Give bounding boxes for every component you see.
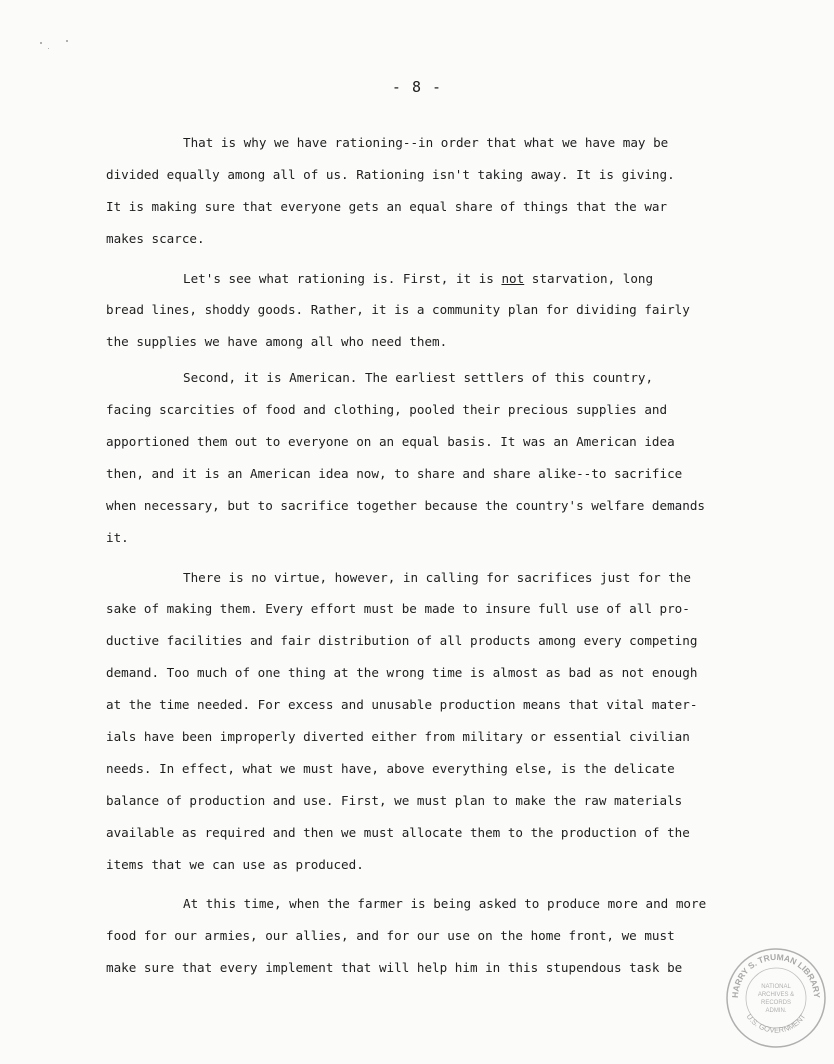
text-line: available as required and then we must allocate them to the production of the xyxy=(106,824,690,840)
text-line: divided equally among all of us. Rationing isn't taking away. It is giving. xyxy=(106,166,675,182)
text-line: ials have been improperly diverted either from military or essential civilian xyxy=(106,729,690,745)
archive-stamp xyxy=(724,946,828,1050)
text-line: makes scarce. xyxy=(106,230,205,246)
paper-speck xyxy=(40,42,42,44)
stamp-inner-text: ADMIN. xyxy=(765,1008,787,1014)
text-line: sake of making them. Every effort must be made to insure full use of all pro- xyxy=(106,601,690,617)
text-fragment: starvation, long xyxy=(524,270,654,286)
text-line: at the time needed. For excess and unusable production means that vital mater- xyxy=(106,697,698,713)
text-line: ductive facilities and fair distribution of all products among every competing xyxy=(106,633,698,649)
paragraph xyxy=(106,562,746,881)
text-line: food for our armies, our allies, and for our use on the home front, we must xyxy=(106,928,675,944)
text-line: balance of production and use. First, we must plan to make the raw materials xyxy=(106,792,683,808)
stamp-inner-text: NATIONAL xyxy=(761,984,791,990)
text-line: when necessary, but to sacrifice together because the country's welfare demands xyxy=(106,497,705,513)
text-line: demand. Too much of one thing at the wrong time is almost as bad as not enough xyxy=(106,665,698,681)
text-line: apportioned them out to everyone on an equal basis. It was an American idea xyxy=(106,434,675,450)
text-line: needs. In effect, what we must have, above everything else, is the delicate xyxy=(106,760,675,776)
text-fragment: Let's see what rationing is. First, it is xyxy=(183,270,502,286)
text-line: then, and it is an American idea now, to share and share alike--to sacrifice xyxy=(106,465,683,481)
text-line: Second, it is American. The earliest settlers of this country, xyxy=(183,370,654,386)
paragraph xyxy=(106,362,746,553)
text-line xyxy=(106,263,746,295)
text-line: facing scarcities of food and clothing, pooled their precious supplies and xyxy=(106,402,668,418)
text-line: There is no virtue, however, in calling for sacrifices just for the xyxy=(183,569,691,585)
text-line: the supplies we have among all who need them. xyxy=(106,334,448,350)
paragraph xyxy=(106,127,746,255)
stamp-outer-text: HARRY S. TRUMAN LIBRARY xyxy=(729,951,823,999)
text-line: At this time, when the farmer is being asked to produce more and more xyxy=(183,896,707,912)
stamp-bottom-text: U.S. GOVERNMENT xyxy=(744,1012,808,1035)
paper-speck xyxy=(48,48,49,49)
paper-speck xyxy=(66,40,68,42)
text-line: it. xyxy=(106,529,129,545)
underlined-word: not xyxy=(501,270,525,286)
page-number: - 8 - xyxy=(391,78,443,96)
text-line: bread lines, shoddy goods. Rather, it is a community plan for dividing fairly xyxy=(106,302,690,318)
paragraph xyxy=(106,263,746,359)
text-line: items that we can use as produced. xyxy=(106,856,364,872)
document-body xyxy=(106,127,746,984)
text-line: It is making sure that everyone gets an equal share of things that the war xyxy=(106,198,668,214)
text-line: That is why we have rationing--in order that what we have may be xyxy=(183,135,669,150)
text-line: make sure that every implement that will help him in this stupendous task be xyxy=(106,960,683,976)
stamp-inner-text: ARCHIVES & xyxy=(757,992,795,998)
stamp-inner-text: RECORDS xyxy=(760,1000,792,1006)
paragraph xyxy=(106,888,746,984)
